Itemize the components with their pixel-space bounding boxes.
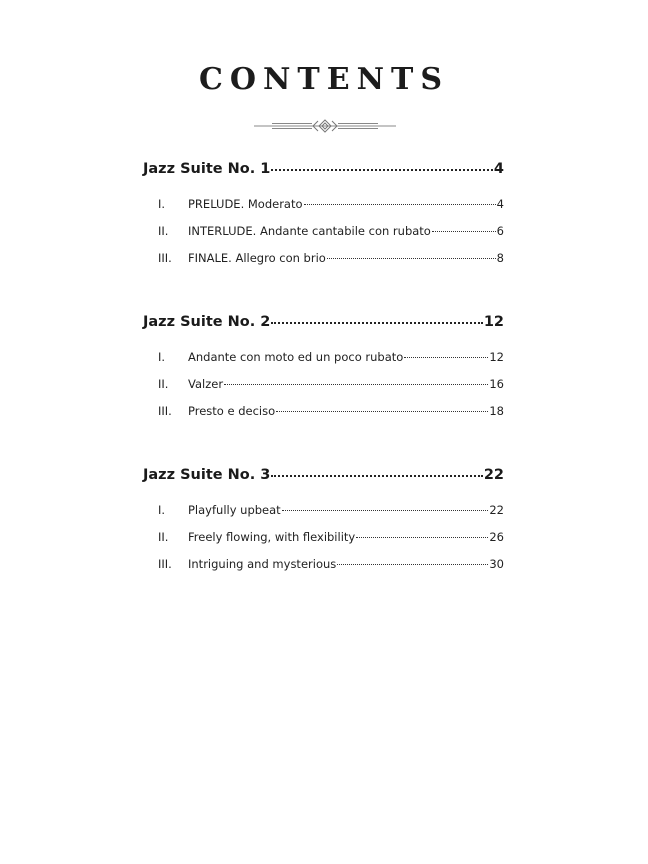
- suite-title: Jazz Suite No. 1: [143, 160, 271, 177]
- movement-numeral: III.: [158, 250, 172, 265]
- movement-page-number: 22: [489, 502, 504, 517]
- movement-page-number: 4: [496, 196, 504, 211]
- dot-leader: [337, 556, 488, 568]
- movement-entry[interactable]: [143, 376, 504, 403]
- movement-numeral: III.: [158, 403, 172, 418]
- dot-leader: [271, 158, 493, 173]
- movement-title: Intriguing and mysterious: [188, 556, 337, 571]
- movement-page-number: 26: [489, 529, 504, 544]
- movement-title: Presto e deciso: [188, 403, 276, 418]
- movement-page-number: 18: [489, 403, 504, 418]
- movement-entry[interactable]: [143, 403, 504, 430]
- movement-numeral: III.: [158, 556, 172, 571]
- dot-leader: [304, 196, 496, 208]
- movement-title: PRELUDE. Moderato: [188, 196, 303, 211]
- movement-entry[interactable]: [143, 502, 504, 529]
- suite-entry[interactable]: [143, 311, 504, 333]
- suite-page-number: 4: [493, 160, 504, 177]
- dot-leader: [271, 311, 482, 326]
- dot-leader: [276, 403, 488, 415]
- movement-entry[interactable]: [143, 529, 504, 556]
- suite-entry[interactable]: [143, 158, 504, 180]
- suite-title: Jazz Suite No. 3: [143, 466, 271, 483]
- movement-page-number: 8: [496, 250, 504, 265]
- movement-title: Valzer: [188, 376, 224, 391]
- movement-entry[interactable]: [143, 223, 504, 250]
- movement-entry[interactable]: [143, 349, 504, 376]
- dot-leader: [356, 529, 488, 541]
- movement-title: Andante con moto ed un poco rubato: [188, 349, 404, 364]
- dot-leader: [327, 250, 496, 262]
- suite-title: Jazz Suite No. 2: [143, 313, 271, 330]
- dot-leader: [432, 223, 496, 235]
- dot-leader: [282, 502, 489, 514]
- movement-numeral: I.: [158, 349, 166, 364]
- movement-entry[interactable]: [143, 250, 504, 277]
- movement-numeral: I.: [158, 196, 166, 211]
- suite-page-number: 12: [483, 313, 504, 330]
- toc-section-suite-1: [143, 158, 504, 277]
- toc-section-suite-2: [143, 311, 504, 430]
- movement-page-number: 6: [496, 223, 504, 238]
- dot-leader: [404, 349, 488, 361]
- movement-numeral: I.: [158, 502, 166, 517]
- movement-entry[interactable]: [143, 556, 504, 583]
- suite-page-number: 22: [483, 466, 504, 483]
- movement-page-number: 16: [489, 376, 504, 391]
- movement-page-number: 30: [489, 556, 504, 571]
- dot-leader: [271, 464, 482, 479]
- movement-title: INTERLUDE. Andante cantabile con rubato: [188, 223, 431, 238]
- art-deco-divider-icon: [254, 118, 396, 134]
- movement-numeral: II.: [158, 376, 169, 391]
- movement-title: Freely flowing, with flexibility: [188, 529, 356, 544]
- dot-leader: [224, 376, 488, 388]
- suite-entry[interactable]: [143, 464, 504, 486]
- movement-title: Playfully upbeat: [188, 502, 281, 517]
- movement-title: FINALE. Allegro con brio: [188, 250, 326, 265]
- page-title: CONTENTS: [198, 62, 450, 97]
- toc-section-suite-3: [143, 464, 504, 583]
- movement-page-number: 12: [489, 349, 504, 364]
- movement-numeral: II.: [158, 529, 169, 544]
- movement-numeral: II.: [158, 223, 169, 238]
- movement-entry[interactable]: [143, 196, 504, 223]
